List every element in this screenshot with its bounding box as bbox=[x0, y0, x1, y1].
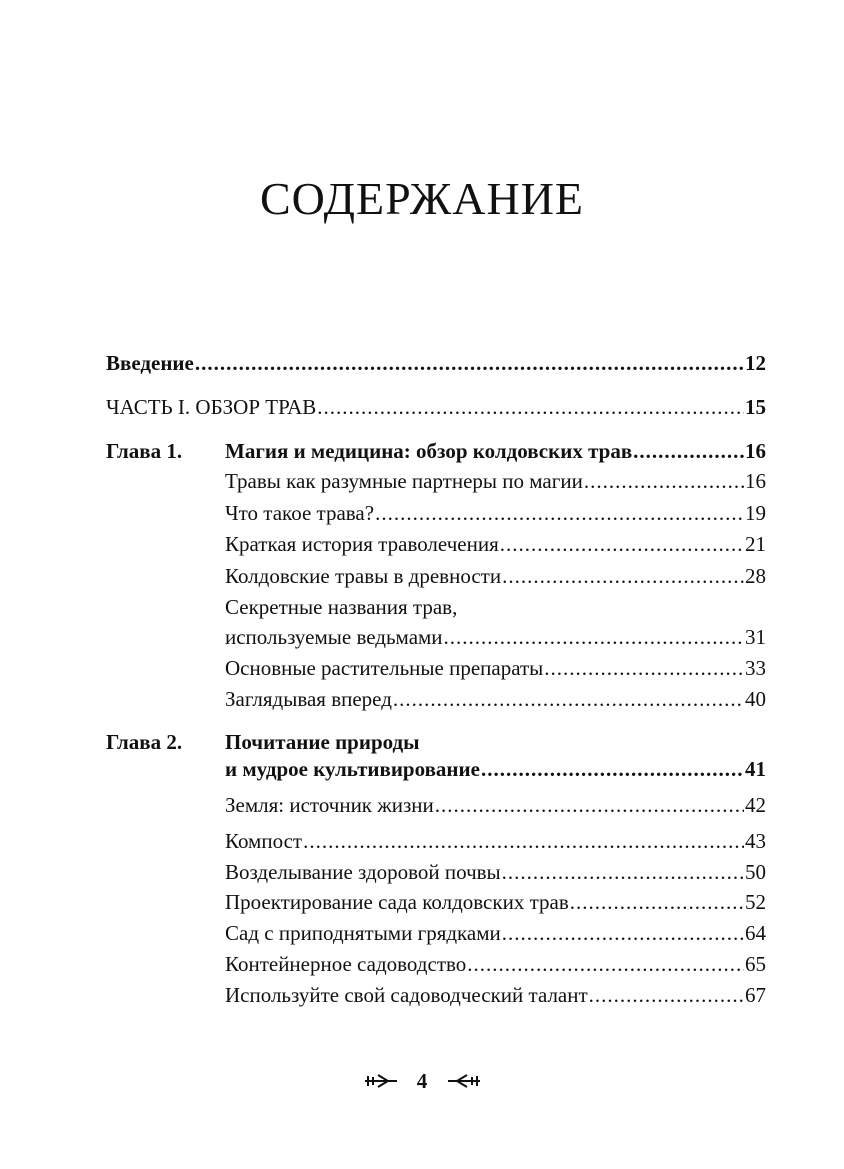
toc-entry-page: 65 bbox=[745, 952, 766, 976]
toc-leader-dots bbox=[570, 887, 744, 917]
toc-entry-label: Контейнерное садоводство bbox=[225, 952, 467, 976]
toc-entry-label: ЧАСТЬ I. ОБЗОР ТРАВ bbox=[106, 395, 317, 419]
toc-entry-label: Земля: источник жизни bbox=[225, 793, 434, 817]
toc-leader-dots bbox=[589, 980, 744, 1010]
toc-entry[interactable] bbox=[225, 466, 766, 496]
toc-entry-label: Основные растительные препараты bbox=[225, 656, 544, 680]
toc-entry-label: Возделывание здоровой почвы bbox=[225, 860, 501, 884]
toc-entry-chapter2[interactable] bbox=[225, 754, 766, 784]
toc-entry-label: и мудрое культивирование bbox=[225, 757, 480, 781]
toc-entry-label: Заглядывая вперед bbox=[225, 687, 392, 711]
chapter-number: Глава 1. bbox=[106, 439, 183, 463]
toc-entry[interactable] bbox=[225, 622, 766, 652]
toc-leader-dots bbox=[502, 918, 744, 948]
toc-leader-dots bbox=[375, 498, 744, 528]
toc-leader-dots bbox=[303, 826, 744, 856]
right-ornament-icon bbox=[447, 1066, 481, 1096]
toc-entry[interactable] bbox=[225, 561, 766, 591]
toc-entry-page: 67 bbox=[745, 983, 766, 1007]
toc-entry-page: 12 bbox=[745, 351, 766, 375]
toc-entry[interactable] bbox=[225, 684, 766, 714]
toc-entry-label: Краткая история траволечения bbox=[225, 532, 499, 556]
toc-entry-label: Компост bbox=[225, 829, 303, 853]
toc-leader-dots bbox=[584, 466, 744, 496]
toc-entry-label: Введение bbox=[106, 351, 194, 375]
toc-entry[interactable] bbox=[225, 529, 766, 559]
page-footer bbox=[0, 1064, 844, 1096]
toc-leader-dots bbox=[481, 754, 744, 784]
toc-entry-label: Колдовские травы в древности bbox=[225, 564, 502, 588]
chapter-title-line1[interactable]: Почитание природы bbox=[225, 730, 420, 754]
toc-entry-page: 43 bbox=[745, 829, 766, 853]
toc-entry[interactable] bbox=[225, 887, 766, 917]
toc-entry-label: Магия и медицина: обзор колдовских трав bbox=[225, 439, 633, 463]
toc-entry-label: Что такое трава? bbox=[225, 501, 375, 525]
toc-entry[interactable] bbox=[225, 949, 766, 979]
toc-entry-page: 28 bbox=[745, 564, 766, 588]
toc-entry-label: Сад с приподнятыми грядками bbox=[225, 921, 501, 945]
toc-leader-dots bbox=[502, 857, 744, 887]
toc-entry-chapter1[interactable] bbox=[225, 436, 766, 466]
toc-entry-page: 33 bbox=[745, 656, 766, 680]
toc-entry-page: 50 bbox=[745, 860, 766, 884]
toc-leader-dots bbox=[502, 561, 744, 591]
toc-entry-label: используемые ведьмами bbox=[225, 625, 443, 649]
toc-entry-intro[interactable] bbox=[106, 348, 766, 378]
page-title: СОДЕРЖАНИЕ bbox=[259, 173, 585, 224]
toc-entry[interactable] bbox=[225, 790, 766, 820]
toc-entry-label: Травы как разумные партнеры по магии bbox=[225, 469, 583, 493]
toc-leader-dots bbox=[544, 653, 744, 683]
toc-leader-dots bbox=[317, 392, 744, 422]
left-ornament-icon bbox=[364, 1066, 398, 1096]
toc-entry-page: 41 bbox=[745, 757, 766, 781]
toc-entry-page: 15 bbox=[745, 395, 766, 419]
page-number: 4 bbox=[416, 1069, 428, 1094]
toc-leader-dots bbox=[195, 348, 744, 378]
toc-entry-label: Используйте свой садоводческий талант bbox=[225, 983, 588, 1007]
toc-entry-page: 52 bbox=[745, 890, 766, 914]
toc-leader-dots bbox=[633, 436, 744, 466]
toc-entry-part1[interactable] bbox=[106, 392, 766, 422]
toc-entry-page: 16 bbox=[745, 439, 766, 463]
toc-leader-dots bbox=[444, 622, 744, 652]
toc-entry-page: 21 bbox=[745, 532, 766, 556]
toc-entry[interactable] bbox=[225, 653, 766, 683]
toc-entry-label-line1[interactable]: Секретные названия трав, bbox=[225, 595, 458, 619]
toc-entry-page: 31 bbox=[745, 625, 766, 649]
toc-entry[interactable] bbox=[225, 826, 766, 856]
toc-leader-dots bbox=[467, 949, 744, 979]
toc-entry-page: 42 bbox=[745, 793, 766, 817]
toc-entry-label: Проектирование сада колдовских трав bbox=[225, 890, 569, 914]
chapter-number: Глава 2. bbox=[106, 730, 183, 754]
toc-entry-page: 19 bbox=[745, 501, 766, 525]
toc-entry-page: 16 bbox=[745, 469, 766, 493]
toc-leader-dots bbox=[500, 529, 744, 559]
toc-leader-dots bbox=[435, 790, 744, 820]
toc-entry-page: 64 bbox=[745, 921, 766, 945]
toc-entry[interactable] bbox=[225, 918, 766, 948]
toc-entry[interactable] bbox=[225, 857, 766, 887]
toc-entry[interactable] bbox=[225, 980, 766, 1010]
toc-entry-page: 40 bbox=[745, 687, 766, 711]
toc-entry[interactable] bbox=[225, 498, 766, 528]
toc-leader-dots bbox=[393, 684, 744, 714]
